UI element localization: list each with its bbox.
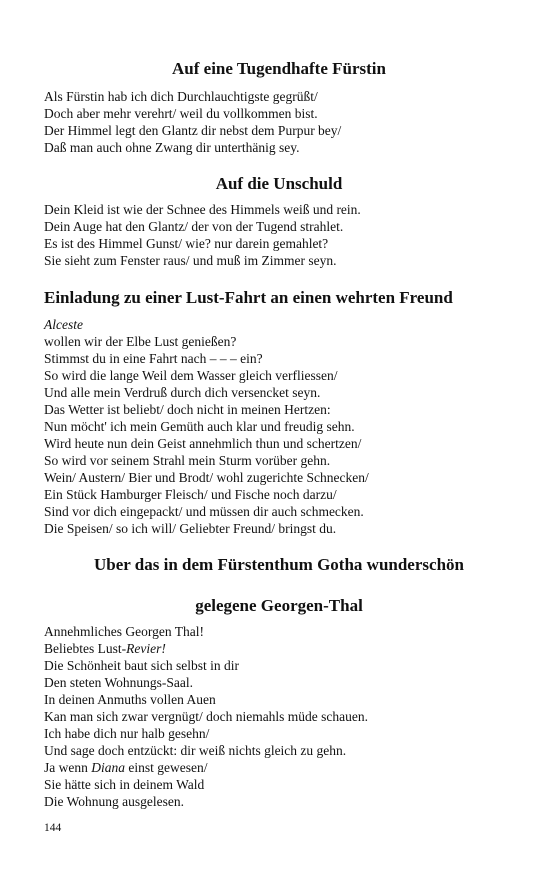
verse-line: Wird heute nun dein Geist annehmlich thun und schertzen/ — [44, 436, 362, 451]
verse-line: In deinen Anmuths vollen Auen — [44, 692, 216, 707]
verse-line: Dein Kleid ist wie der Schnee des Himmels weiß und rein. — [44, 202, 361, 217]
verse-line — [44, 759, 514, 776]
verse-line: Ich habe dich nur halb gesehn/ — [44, 726, 210, 741]
verse-line: So wird vor seinem Strahl mein Sturm vorüber gehn. — [44, 453, 331, 468]
verse-emphasis: Diana — [91, 760, 125, 775]
verse-line: Die Speisen/ so ich will/ Geliebter Freund/ bringst du. — [44, 521, 337, 536]
verse-emphasis: Revier! — [126, 641, 166, 656]
verse-line: Dein Auge hat den Glantz/ der von der Tugend strahlet. — [44, 219, 344, 234]
verse-line: Stimmst du in eine Fahrt nach – – – ein? — [44, 351, 263, 366]
verse-text: Ja wenn — [44, 760, 92, 775]
poem-addressee: Alceste — [44, 317, 83, 332]
verse-line: Als Fürstin hab ich dich Durchlauchtigste gegrüßt/ — [44, 89, 318, 104]
poem-body — [44, 623, 514, 810]
verse-line: Die Wohnung ausgelesen. — [44, 794, 185, 809]
verse-line: Den steten Wohnungs-Saal. — [44, 675, 194, 690]
poem-title: Uber das in dem Fürstenthum Gotha wunderschön — [94, 555, 464, 574]
verse-text: Beliebtes Lust- — [44, 641, 127, 656]
verse-line: Doch aber mehr verehrt/ weil du vollkommen bist. — [44, 106, 318, 121]
verse-line: Sie hätte sich in deinem Wald — [44, 777, 205, 792]
page-number: 144 — [44, 822, 62, 834]
poem-body — [44, 88, 514, 156]
verse-line: Der Himmel legt den Glantz dir nebst dem Purpur bey/ — [44, 123, 342, 138]
verse-line — [44, 640, 514, 657]
verse-line: Und sage doch entzückt: dir weiß nichts gleich zu gehn. — [44, 743, 347, 758]
poem-title: Auf eine Tugendhafte Fürstin — [172, 59, 386, 78]
verse-line: Das Wetter ist beliebt/ doch nicht in meinen Hertzen: — [44, 402, 331, 417]
verse-line: Sind vor dich eingepackt/ und müssen dir auch schmecken. — [44, 504, 364, 519]
verse-line: Daß man auch ohne Zwang dir unterthänig sey. — [44, 140, 300, 155]
verse-line: Kan man sich zwar vergnügt/ doch niemahls müde schauen. — [44, 709, 369, 724]
verse-line: Es ist des Himmel Gunst/ wie? nur darein gemahlet? — [44, 236, 329, 251]
verse-line: So wird die lange Weil dem Wasser gleich verfliessen/ — [44, 368, 338, 383]
verse-line: Ein Stück Hamburger Fleisch/ und Fische noch darzu/ — [44, 487, 337, 502]
verse-line: wollen wir der Elbe Lust genießen? — [44, 334, 237, 349]
poem-body — [44, 316, 514, 537]
poem-title: Auf die Unschuld — [215, 174, 343, 193]
verse-line: Und alle mein Verdruß durch dich versencket seyn. — [44, 385, 321, 400]
verse-line: Die Schönheit baut sich selbst in dir — [44, 658, 239, 673]
verse-line: Annehmliches Georgen Thal! — [44, 624, 204, 639]
poem-body — [44, 201, 514, 269]
verse-line: Wein/ Austern/ Bier und Brodt/ wohl zugerichte Schnecken/ — [44, 470, 369, 485]
verse-line: Nun möcht' ich mein Gemüth auch klar und freudig sehn. — [44, 419, 355, 434]
verse-text: einst gewesen/ — [125, 760, 208, 775]
poem-title-continued: gelegene Georgen-Thal — [195, 596, 363, 615]
verse-line: Sie sieht zum Fenster raus/ und muß im Zimmer seyn. — [44, 253, 337, 268]
page-content — [44, 58, 514, 810]
poem-title: Einladung zu einer Lust-Fahrt an einen wehrten Freund — [44, 288, 453, 307]
